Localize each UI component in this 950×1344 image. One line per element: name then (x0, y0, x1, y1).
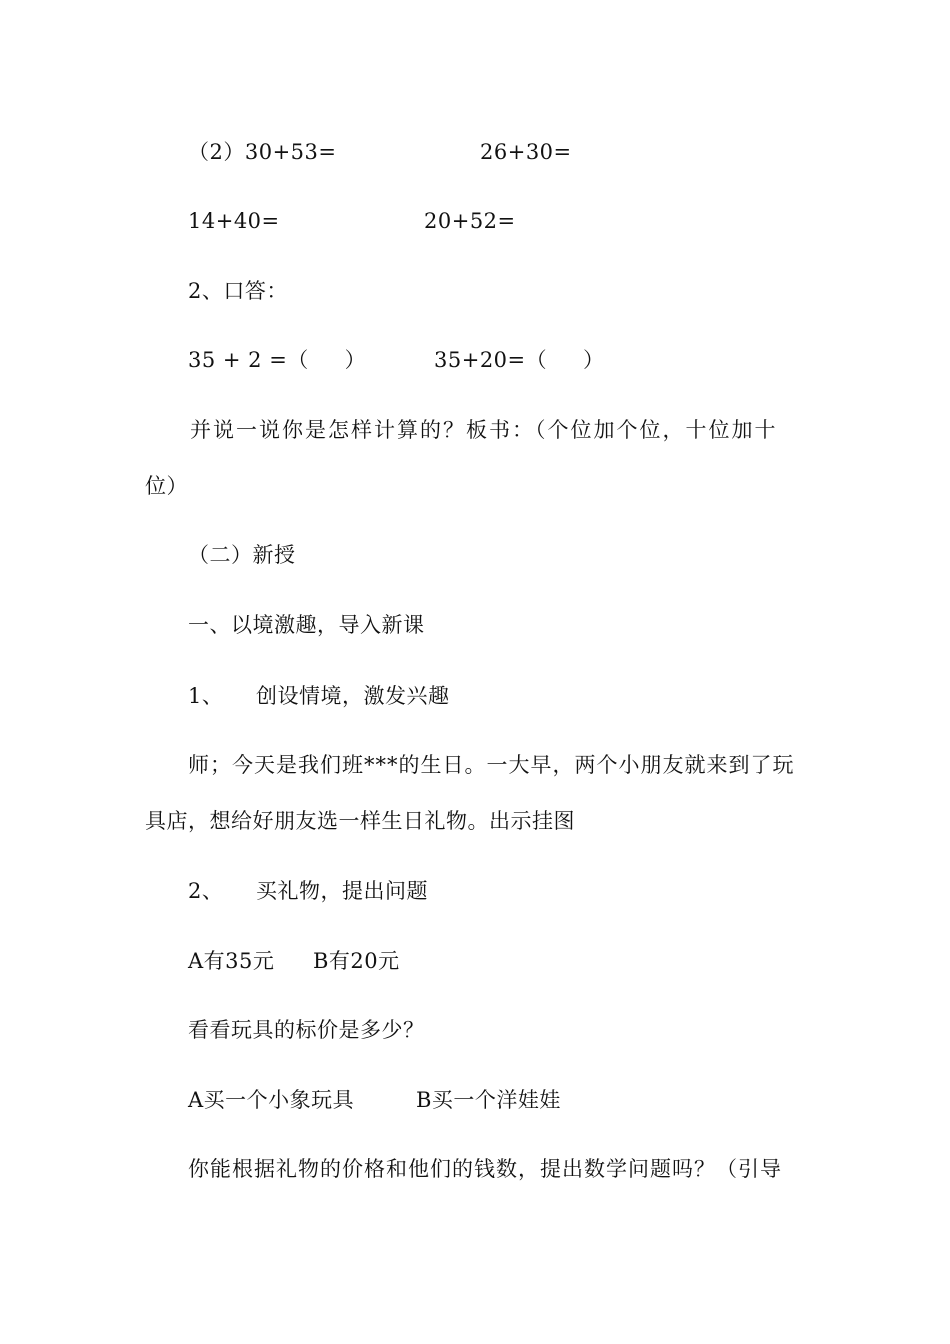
paragraph-math-question: 你能根据礼物的价格和他们的钱数，提出数学问题吗？（引导 (188, 1157, 782, 1181)
money-b: B有20元 (313, 949, 400, 973)
oral-question-1: 35 + 2 =（ ） (188, 348, 367, 372)
exercise-line-1a: （2）30+53= (188, 140, 337, 164)
section-heading-intro: 一、以境激趣，导入新课 (188, 613, 425, 637)
item-number-1: 1、 (188, 684, 224, 708)
section-heading-new-lesson: （二）新授 (188, 543, 296, 567)
paragraph-teacher-line2: 具店，想给好朋友选一样生日礼物。出示挂图 (145, 809, 575, 833)
purchase-a: A买一个小象玩具 (188, 1088, 355, 1112)
item-title-1: 创设情境，激发兴趣 (256, 684, 450, 708)
paragraph-explain-line1: 并说一说你是怎样计算的？板书：（个位加个位，十位加十 (190, 418, 778, 442)
exercise-line-2a: 14+40= (188, 209, 280, 233)
oral-answer-heading: 2、口答： (188, 279, 288, 303)
item-number-2: 2、 (188, 879, 224, 903)
paragraph-explain-line2: 位） (145, 474, 188, 498)
paragraph-teacher-line1: 师；今天是我们班***的生日。一大早，两个小朋友就来到了玩 (188, 753, 795, 777)
money-a: A有35元 (188, 949, 275, 973)
exercise-line-2b: 20+52= (424, 209, 516, 233)
exercise-line-1b: 26+30= (480, 140, 572, 164)
oral-question-2: 35+20=（ ） (434, 348, 605, 372)
price-question: 看看玩具的标价是多少？ (188, 1018, 425, 1042)
item-title-2: 买礼物，提出问题 (256, 879, 428, 903)
purchase-b: B买一个洋娃娃 (416, 1088, 561, 1112)
